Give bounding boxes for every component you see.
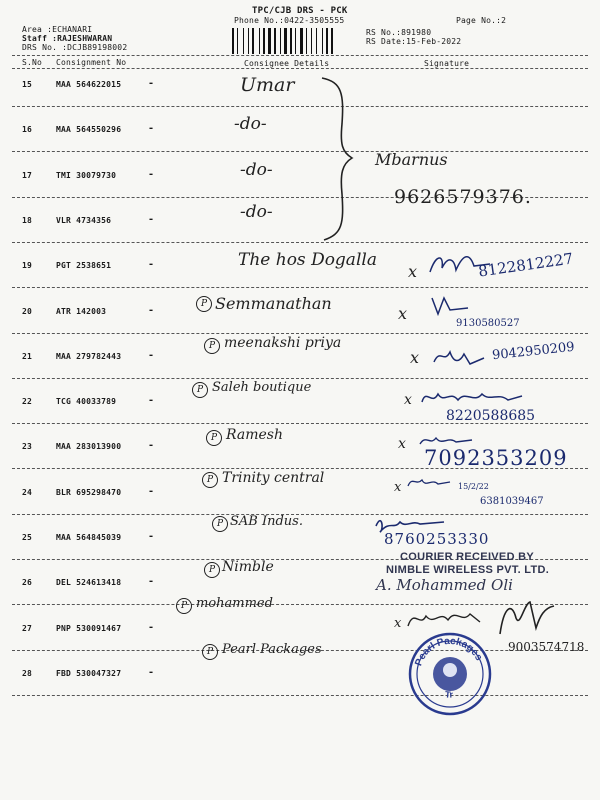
round-seal	[406, 630, 494, 718]
row-dash-mark: -	[148, 486, 155, 497]
barcode-bar	[235, 28, 236, 54]
phone-number: Phone No.:0422-3505555	[234, 16, 345, 25]
signature-scribble	[418, 384, 528, 410]
barcode-bar	[318, 28, 321, 54]
courier-stamp-line1: COURIER RECEIVED BY	[400, 551, 535, 563]
row-sno: 21	[22, 352, 33, 361]
row-consignment-number: VLR 4734356	[56, 216, 112, 225]
barcode-bar	[322, 28, 323, 54]
rs-number: RS No.:891980	[366, 28, 432, 37]
row-dash-mark: -	[148, 576, 155, 587]
consignee-handwriting: Ramesh	[226, 427, 283, 443]
signature-phone: 8760253330	[384, 530, 490, 548]
row-dash-mark: -	[148, 622, 155, 633]
row-dash-mark: -	[148, 305, 155, 316]
row-consignment-number: TCG 40033789	[56, 397, 117, 406]
barcode-bar	[272, 28, 273, 54]
barcode-bar	[282, 28, 283, 54]
row-consignment-number: FBD 530047327	[56, 669, 122, 678]
row-sno: 17	[22, 171, 33, 180]
signature-cross: x	[394, 616, 402, 631]
seal-text: Pearl Packages	[413, 635, 485, 668]
circle-p-mark: P	[202, 644, 218, 660]
row-consignment-number: MAA 283013900	[56, 442, 122, 451]
barcode-bar	[261, 28, 262, 54]
consignee-handwriting: SAB Indus.	[230, 514, 303, 529]
row-sno: 25	[22, 533, 33, 542]
consignee-handwriting: Trinity central	[222, 470, 325, 486]
signature-phone: 9003574718	[508, 640, 585, 654]
circle-p-mark: P	[206, 430, 222, 446]
col-consignee: Consignee Details	[244, 59, 330, 68]
row-dash-mark: -	[148, 259, 155, 270]
barcode-bar	[243, 28, 244, 54]
row-dash-mark: -	[148, 440, 155, 451]
row-consignment-number: BLR 695298470	[56, 488, 122, 497]
circle-p-mark: P	[212, 516, 228, 532]
barcode-bar	[290, 28, 292, 54]
row-sno: 24	[22, 488, 33, 497]
row-consignment-number: PGT 2538651	[56, 261, 112, 270]
row-sno: 15	[22, 80, 33, 89]
row-consignment-number: PNP 530091467	[56, 624, 122, 633]
barcode-bar	[297, 28, 299, 54]
barcode-bar	[232, 28, 234, 54]
col-consignment: Consignment No	[56, 58, 127, 67]
signature-scribble	[430, 344, 488, 370]
row-consignment-number: MAA 279782443	[56, 352, 122, 361]
svg-text:Tr	[445, 689, 454, 700]
barcode-bar	[316, 28, 317, 54]
rs-date: RS Date:15-Feb-2022	[366, 37, 462, 46]
row-dash-mark: -	[148, 214, 155, 225]
barcode-bar	[334, 28, 337, 54]
courier-stamp-name: A. Mohammed Oli	[376, 576, 513, 594]
barcode-bar	[331, 28, 333, 54]
circle-p-mark: P	[192, 382, 208, 398]
signature-cross: x	[398, 436, 406, 452]
consignee-handwriting: mohammed	[196, 596, 273, 611]
barcode-bar	[255, 28, 258, 54]
signature-phone: 6381039467	[480, 496, 544, 507]
row-dash-mark: -	[148, 169, 155, 180]
consignee-handwriting: Semmanathan	[215, 294, 332, 313]
consignee-handwriting: Saleh boutique	[212, 380, 312, 395]
signature-phone: 9130580527	[456, 318, 520, 329]
barcode-bar	[308, 28, 310, 54]
signature-phone: 8122812227	[477, 249, 575, 281]
row-separator	[12, 333, 588, 334]
row-separator	[12, 695, 588, 696]
row-sno: 19	[22, 261, 33, 270]
barcode-bar	[266, 28, 267, 54]
barcode-bar	[304, 28, 305, 54]
barcode-bar	[306, 28, 307, 54]
consignee-handwriting: meenakshi priya	[224, 335, 342, 351]
signature-phone: 9626579376.	[394, 186, 532, 208]
barcode-bar	[280, 28, 281, 54]
row-separator	[12, 287, 588, 288]
barcode-bar	[250, 28, 251, 54]
divider	[12, 68, 588, 69]
row-sno: 28	[22, 669, 33, 678]
col-sno: S.No	[22, 58, 43, 67]
barcode-bar	[259, 28, 260, 54]
row-consignment-number: MAA 564845039	[56, 533, 122, 542]
row-consignment-number: ATR 142003	[56, 307, 107, 316]
page-number: Page No.:2	[456, 16, 507, 25]
row-sno: 23	[22, 442, 33, 451]
row-dash-mark: -	[148, 667, 155, 678]
row-sno: 16	[22, 125, 33, 134]
consignee-handwriting: -do-	[234, 114, 267, 134]
barcode-bar	[252, 28, 254, 54]
barcode-bar	[239, 28, 242, 54]
area-label: Area :ECHANARI	[22, 25, 93, 34]
row-separator	[12, 378, 588, 379]
consignee-handwriting: Pearl Packages	[222, 642, 322, 657]
row-dash-mark: -	[148, 531, 155, 542]
signature-cross: x	[404, 392, 412, 408]
divider	[12, 55, 588, 56]
consignee-handwriting: -do-	[240, 160, 273, 180]
row-consignment-number: TMI 30079730	[56, 171, 117, 180]
row-consignment-number: DEL 524613418	[56, 578, 122, 587]
circle-p-mark: P	[204, 338, 220, 354]
barcode-bar	[277, 28, 279, 54]
circle-p-mark: P	[202, 472, 218, 488]
consignee-handwriting: -do-	[240, 202, 273, 222]
row-separator	[12, 106, 588, 107]
barcode-bar	[293, 28, 294, 54]
barcode-bar	[288, 28, 289, 54]
circle-p-mark: P	[176, 598, 192, 614]
col-signature: Signature	[424, 59, 470, 68]
barcode-bar	[300, 28, 303, 54]
row-consignment-number: MAA 564622015	[56, 80, 122, 89]
seal-text-bottom: Tr	[444, 689, 454, 700]
signature-phone: 7092353209	[424, 446, 568, 470]
barcode-bar	[311, 28, 312, 54]
staff-label: Staff :RAJESHWARAN	[22, 34, 113, 43]
barcode-bar	[326, 28, 328, 54]
signature-date: 15/2/22	[458, 482, 489, 491]
row-sno: 22	[22, 397, 33, 406]
barcode-bar	[274, 28, 276, 54]
signature-cross: x	[398, 304, 408, 323]
barcode-bar	[295, 28, 296, 54]
document-title: TPC/CJB DRS - PCK	[252, 6, 348, 16]
barcode-bar	[313, 28, 315, 54]
barcode-bar	[329, 28, 330, 54]
signature-scribble	[404, 472, 454, 492]
circle-p-mark: P	[196, 296, 212, 312]
barcode-bar	[324, 28, 325, 54]
consignee-handwriting: The hos Dogalla	[238, 250, 377, 270]
signature-scribble	[428, 292, 478, 320]
circle-p-mark: P	[204, 562, 220, 578]
barcode-bar	[263, 28, 265, 54]
row-sno: 20	[22, 307, 33, 316]
barcode-bar	[268, 28, 271, 54]
signature-cross: x	[408, 262, 418, 281]
row-sno: 26	[22, 578, 33, 587]
row-dash-mark: -	[148, 350, 155, 361]
row-separator	[12, 242, 588, 243]
row-sno: 27	[22, 624, 33, 633]
signature-cross: x	[394, 480, 402, 495]
row-dash-mark: -	[148, 395, 155, 406]
consignee-handwriting: Nimble	[222, 559, 274, 575]
signature-phone: 8220588685	[446, 408, 536, 424]
courier-stamp-line2: NIMBLE WIRELESS PVT. LTD.	[386, 564, 550, 576]
row-separator	[12, 151, 588, 152]
barcode-bar	[237, 28, 238, 54]
row-dash-mark: -	[148, 78, 155, 89]
barcode-bar	[248, 28, 249, 54]
signature-name: Mbarnus	[375, 150, 448, 169]
signature-cross: x	[410, 348, 420, 367]
barcode-bar	[284, 28, 287, 54]
brace-mark	[318, 74, 358, 244]
drs-number: DRS No. :DCJB89198002	[22, 43, 128, 52]
signature-phone: 9042950209	[491, 339, 576, 364]
row-sno: 18	[22, 216, 33, 225]
row-dash-mark: -	[148, 123, 155, 134]
consignee-handwriting: Umar	[240, 74, 295, 96]
row-consignment-number: MAA 564550296	[56, 125, 122, 134]
barcode-bar	[245, 28, 247, 54]
barcode	[232, 28, 354, 54]
